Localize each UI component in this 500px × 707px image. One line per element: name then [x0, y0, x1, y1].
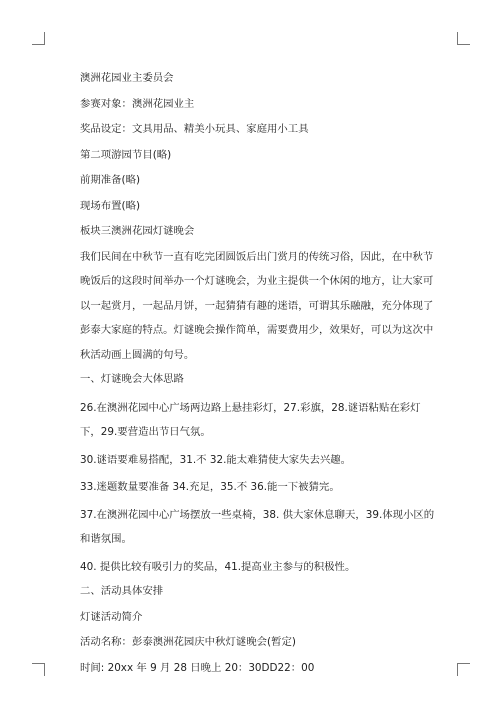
section-one-heading: 一、灯谜晚会大体思路	[80, 373, 184, 385]
crop-mark-bottom-right	[457, 663, 470, 676]
preparation-line: 前期准备(略)	[80, 174, 141, 186]
section-three-heading: 板块三澳洲花园灯谜晚会	[80, 225, 195, 237]
activity-name: 活动名称：彭泰澳洲花园庆中秋灯谜晚会(暂定)	[80, 636, 296, 648]
intro-title: 灯谜活动简介	[80, 610, 143, 623]
setup-line: 现场布置(略)	[80, 199, 141, 212]
program-two-line: 第二项游园节目(略)	[80, 148, 172, 161]
list-item-30: 30.谜语要难易搭配，31.不 32.能太难猜使大家失去兴趣。	[80, 453, 352, 466]
section-two-heading: 二、活动具体安排	[80, 585, 164, 597]
document-body	[80, 66, 437, 681]
activity-time: 时间: 20xx 年 9 月 28 日晚上 20：30DD22：00	[80, 661, 315, 674]
committee-line: 澳洲花园业主委员会	[80, 72, 174, 84]
intro-paragraph: 我们民间在中秋节一直有吃完团圆饭后出门赏月的传统习俗，因此，在中秋节晚饭后的这段时间举办一个灯谜晚会，为业主提供一个休闲的地方，让大家可以一起赏月，一起品月饼，一起猜猜有趣的迷语，可谓其乐融融，充分体现了彭泰大家庭的特点。灯谜晚会操作简单，需要费用少，效果好，可以为这次中秋活动画上圆满的句号。	[80, 250, 434, 361]
crop-mark-top-right	[457, 32, 470, 45]
crop-mark-bottom-left	[32, 663, 45, 676]
list-item-37: 37.在澳洲花园中心广场摆放一些桌椅，38. 供大家休息聊天，39.体现小区的和谐氛围。	[80, 508, 435, 545]
list-item-26: 26.在澳洲花园中心广场两边路上悬挂彩灯，27.彩旗，28.谜语粘贴在彩灯下，29.要营造出节日气氛。	[80, 401, 421, 438]
crop-mark-top-left	[32, 32, 45, 45]
list-item-33: 33.迷题数量要准备 34.充足，35.不 36.能一下被猜完。	[80, 481, 340, 493]
list-item-40: 40. 提供比较有吸引力的奖品，41.提高业主参与的积极性。	[80, 560, 356, 573]
prizes-line: 奖品设定：文具用品、精美小玩具、家庭用小工具	[80, 123, 309, 135]
participants-line: 参赛对象：澳洲花园业主	[80, 97, 195, 110]
